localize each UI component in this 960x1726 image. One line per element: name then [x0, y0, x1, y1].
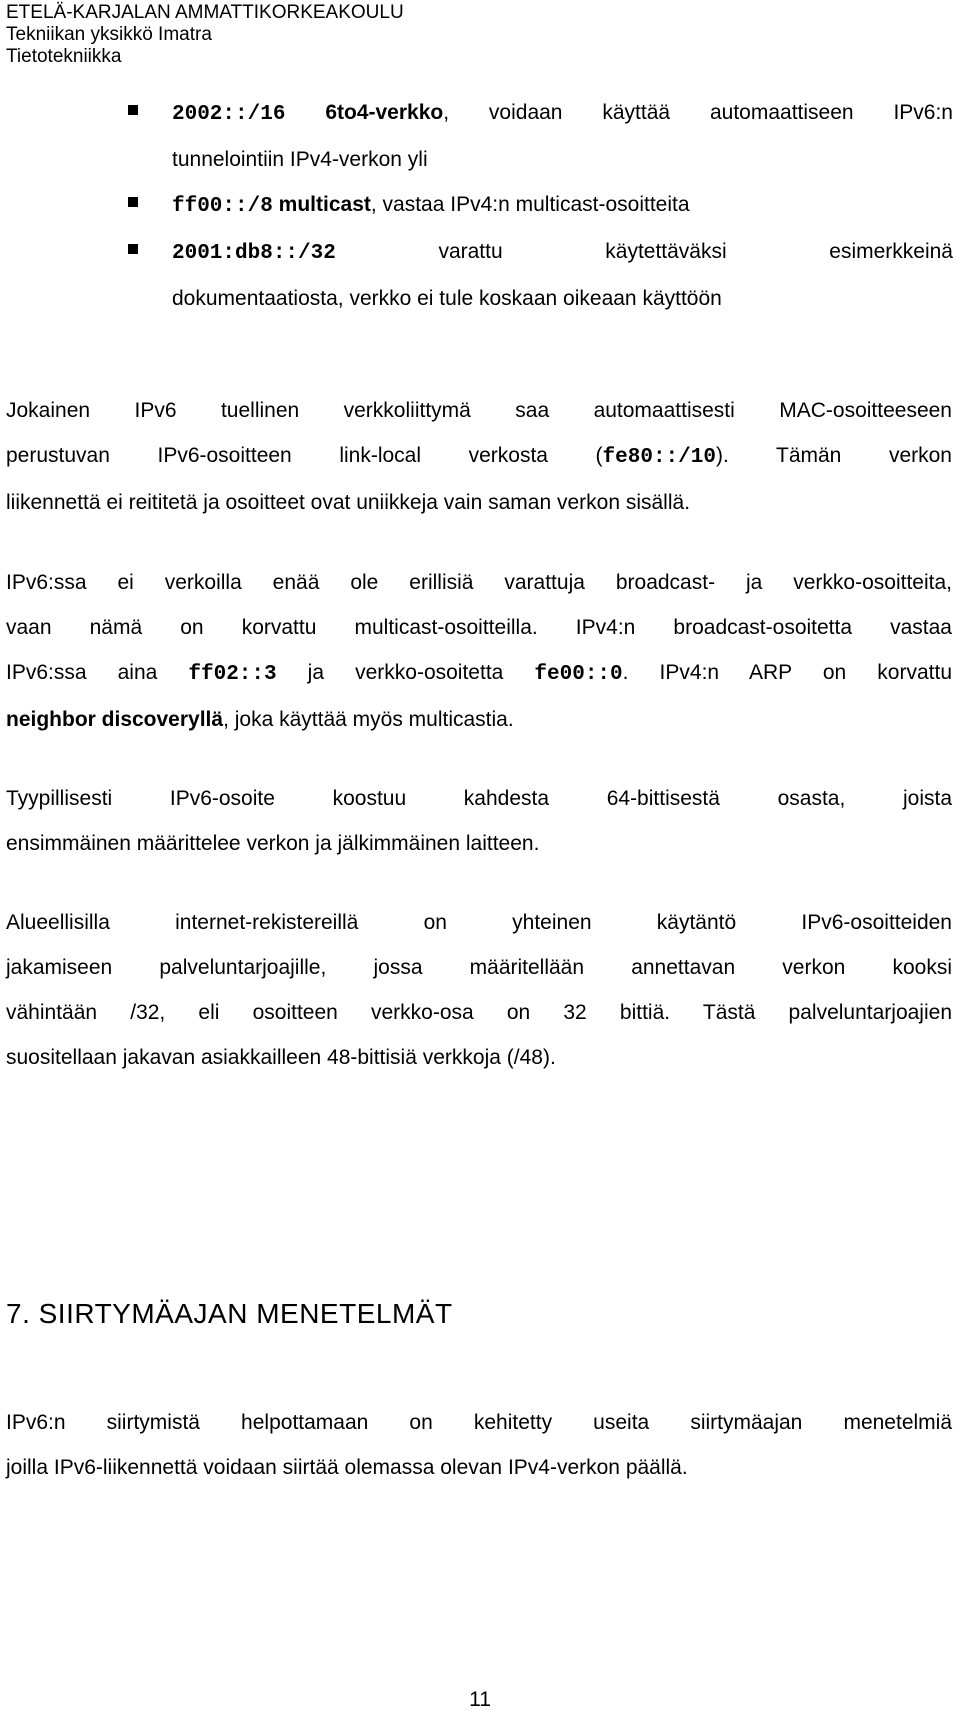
header-unit: Tekniikan yksikkö Imatra	[6, 24, 212, 45]
paragraph-line: Alueellisilla internet-rekistereillä on yhteinen käytäntö IPv6-osoitteiden	[6, 911, 952, 934]
paragraph-line: suositellaan jakavan asiakkailleen 48-bittisiä verkkoja (/48).	[6, 1046, 556, 1069]
header-institution: ETELÄ-KARJALAN AMMATTIKORKEAKOULU	[6, 2, 404, 23]
paragraph-line: liikennettä ei reititetä ja osoitteet ovat uniikkeja vain saman verkon sisällä.	[6, 491, 691, 514]
address-bullet-list	[0, 90, 960, 321]
square-bullet-icon	[128, 197, 138, 207]
paragraph-line: IPv6:n siirtymistä helpottamaan on kehitetty useita siirtymäajan menetelmiä	[6, 1411, 952, 1434]
header-department: Tietotekniikka	[6, 46, 122, 67]
item-text: , voidaan käyttää automaattiseen IPv6:n	[443, 101, 953, 124]
page-number: 11	[469, 1688, 491, 1711]
paragraph-address-structure	[6, 776, 952, 866]
paragraph-link-local	[6, 388, 952, 525]
text-span: perustuvan IPv6-osoitteen link-local verkosta (	[6, 444, 603, 467]
address-code: fe80::/10	[602, 446, 716, 469]
list-item	[0, 182, 953, 229]
paragraph-line	[6, 433, 952, 480]
list-item	[0, 90, 953, 182]
paragraph-multicast	[6, 560, 952, 742]
paragraph-line: Tyypillisesti IPv6-osoite koostuu kahdesta 64-bittisestä osasta, joista	[6, 787, 952, 810]
address-code: ff00::/8	[172, 195, 273, 218]
text-span: . IPv4:n ARP on korvattu	[622, 661, 953, 684]
paragraph-line: Jokainen IPv6 tuellinen verkkoliittymä saa automaattisesti MAC-osoitteeseen	[6, 399, 952, 422]
paragraph-line	[6, 697, 952, 742]
paragraph-line	[6, 650, 952, 697]
item-text: varattu käytettäväksi esimerkkeinä	[335, 240, 953, 263]
section-heading: 7. SIIRTYMÄAJAN MENETELMÄT	[6, 1298, 453, 1329]
paragraph-transition	[6, 1400, 952, 1490]
address-code: ff02::3	[188, 663, 277, 686]
paragraph-line: ensimmäinen määrittelee verkon ja jälkimmäinen laitteen.	[6, 832, 540, 855]
address-code: 2001:db8::/32	[172, 242, 336, 265]
text-span: ja verkko-osoitetta	[276, 661, 535, 684]
bold-term: neighbor discoveryllä	[6, 708, 224, 731]
item-text-line2: tunnelointiin IPv4-verkon yli	[172, 148, 428, 171]
list-item	[0, 229, 953, 321]
page-header	[6, 2, 404, 68]
paragraph-line: vaan nämä on korvattu multicast-osoitteilla. IPv4:n broadcast-osoitetta vastaa	[6, 616, 952, 639]
square-bullet-icon	[128, 244, 138, 254]
paragraph-registries	[6, 900, 952, 1080]
item-text-line2: dokumentaatiosta, verkko ei tule koskaan oikeaan käyttöön	[172, 287, 722, 310]
text-span: IPv6:ssa aina	[6, 661, 189, 684]
address-code: 2002::/16	[172, 103, 286, 126]
paragraph-line: IPv6:ssa ei verkoilla enää ole erillisiä varattuja broadcast- ja verkko-osoitteita,	[6, 571, 952, 594]
address-code: fe00::0	[534, 663, 623, 686]
item-text: , vastaa IPv4:n multicast-osoitteita	[370, 193, 690, 216]
paragraph-line: jakamiseen palveluntarjoajille, jossa määritellään annettavan verkon kooksi	[6, 956, 952, 979]
paragraph-line: joilla IPv6-liikennettä voidaan siirtää olemassa olevan IPv4-verkon päällä.	[6, 1456, 688, 1479]
text-span: ). Tämän verkon	[715, 444, 952, 467]
address-term: multicast	[278, 193, 371, 216]
address-term: 6to4-verkko	[325, 101, 444, 124]
text-span: , joka käyttää myös multicastia.	[223, 708, 514, 731]
paragraph-line: vähintään /32, eli osoitteen verkko-osa on 32 bittiä. Tästä palveluntarjoajien	[6, 1001, 952, 1024]
square-bullet-icon	[128, 105, 138, 115]
